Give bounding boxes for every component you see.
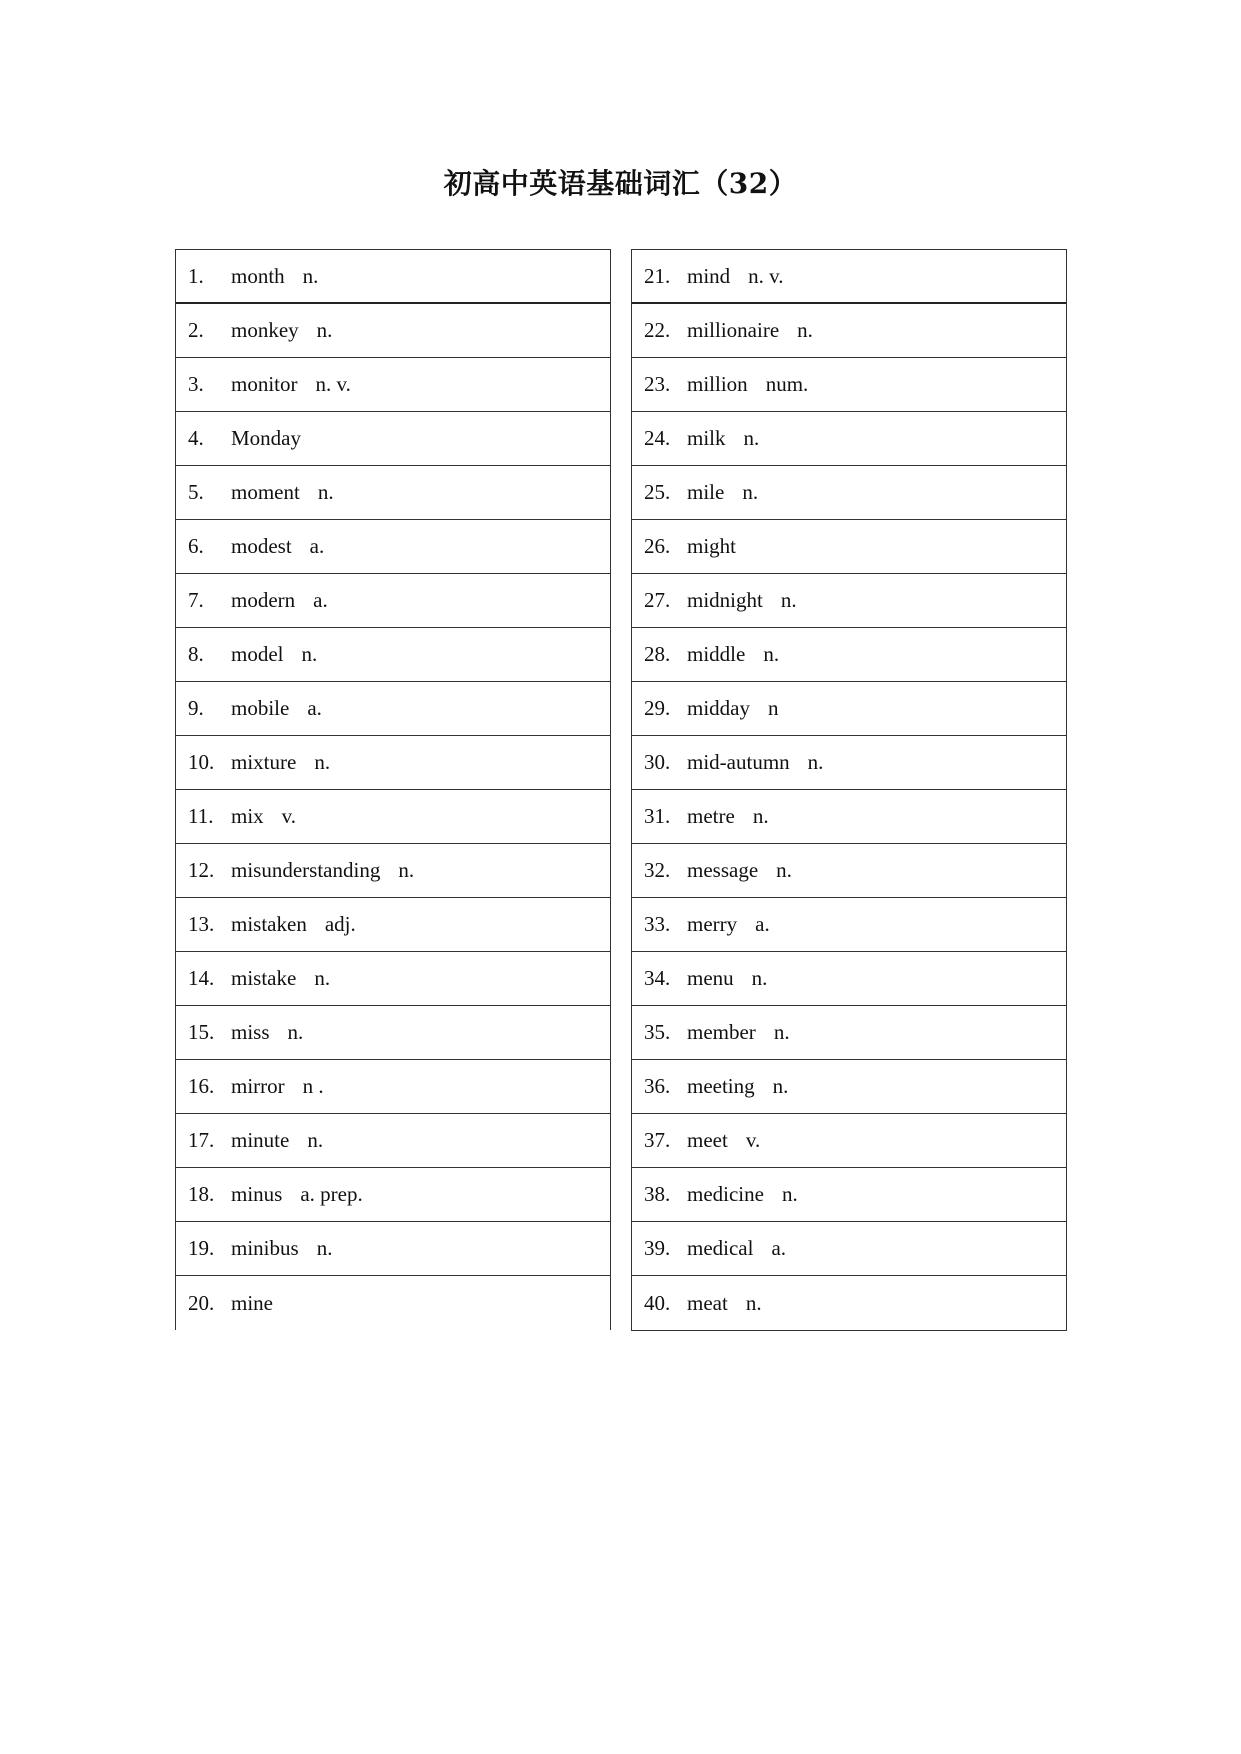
- entry-number: 5.: [188, 480, 204, 504]
- vocabulary-row: [176, 682, 610, 736]
- entry-number: 25.: [644, 480, 671, 504]
- entry-number: 39.: [644, 1236, 671, 1260]
- entry-number: 24.: [644, 426, 671, 450]
- entry-part-of-speech: n.: [780, 588, 797, 612]
- entry-number: 27.: [644, 588, 671, 612]
- vocabulary-row: [176, 466, 610, 520]
- entry-word: midday: [687, 696, 750, 720]
- entry-number: 31.: [644, 804, 671, 828]
- entry-word: modern: [231, 588, 296, 612]
- entry-number: 2.: [188, 318, 204, 342]
- entry-number: 7.: [188, 588, 204, 612]
- entry-part-of-speech: n.: [776, 858, 792, 882]
- entry-number: 11.: [188, 804, 214, 828]
- entry-number: 3.: [188, 372, 204, 396]
- entry-part-of-speech: n.: [781, 1182, 798, 1206]
- entry-number: 34.: [644, 966, 671, 990]
- entry-number: 1.: [188, 263, 204, 288]
- entry-part-of-speech: adj.: [324, 912, 356, 936]
- entry-number: 13.: [188, 912, 215, 936]
- entry-part-of-speech: n.: [398, 858, 415, 882]
- entry-word: mistake: [231, 966, 297, 990]
- vocabulary-row: [632, 358, 1066, 412]
- entry-word: moment: [231, 480, 300, 504]
- entry-word: mixture: [231, 750, 297, 774]
- entry-number: 17.: [188, 1128, 215, 1152]
- entry-word: modest: [231, 534, 292, 558]
- entry-word: medicine: [687, 1182, 764, 1206]
- entry-part-of-speech: a.: [771, 1236, 787, 1260]
- entry-part-of-speech: v.: [745, 1128, 761, 1152]
- entry-word: minibus: [231, 1236, 299, 1260]
- entry-part-of-speech: n.: [763, 642, 780, 666]
- vocabulary-table-right: [631, 249, 1067, 1331]
- vocabulary-row: [176, 358, 610, 412]
- entry-word: merry: [687, 912, 738, 936]
- entry-number: 21.: [644, 263, 671, 288]
- vocabulary-row: [176, 520, 610, 574]
- entry-word: message: [687, 858, 759, 882]
- entry-number: 19.: [188, 1236, 215, 1260]
- entry-number: 6.: [188, 534, 204, 558]
- entry-word: model: [231, 642, 284, 666]
- entry-word: mobile: [231, 696, 290, 720]
- entry-number: 28.: [644, 642, 671, 666]
- entry-word: mind: [687, 263, 731, 288]
- entry-word: member: [687, 1020, 756, 1044]
- entry-part-of-speech: n.: [742, 480, 759, 504]
- entry-word: Monday: [231, 426, 301, 450]
- entry-part-of-speech: a.: [309, 534, 325, 558]
- entry-number: 40.: [644, 1290, 671, 1315]
- vocabulary-row: [632, 952, 1066, 1006]
- entry-part-of-speech: n.: [316, 1236, 333, 1260]
- vocabulary-row: [176, 412, 610, 466]
- vocabulary-row: [176, 898, 610, 952]
- entry-part-of-speech: n.: [752, 804, 769, 828]
- entry-word: medical: [687, 1236, 754, 1260]
- vocabulary-row: [632, 520, 1066, 574]
- entry-part-of-speech: num.: [765, 372, 809, 396]
- entry-word: minus: [231, 1182, 283, 1206]
- vocabulary-row: [176, 1222, 610, 1276]
- entry-part-of-speech: n.: [772, 1074, 789, 1098]
- entry-number: 26.: [644, 534, 671, 558]
- entry-part-of-speech: a.: [755, 912, 770, 936]
- entry-number: 4.: [188, 426, 204, 450]
- entry-number: 15.: [188, 1020, 215, 1044]
- entry-number: 10.: [188, 750, 215, 774]
- entry-part-of-speech: n.: [751, 966, 768, 990]
- entry-part-of-speech: n.: [743, 426, 760, 450]
- entry-word: might: [687, 534, 737, 558]
- entry-word: metre: [687, 804, 735, 828]
- vocabulary-row: [176, 1006, 610, 1060]
- entry-word: mistaken: [231, 912, 307, 936]
- entry-part-of-speech: n. v.: [748, 263, 784, 288]
- entry-word: million: [687, 372, 748, 396]
- entry-word: mile: [687, 480, 725, 504]
- vocabulary-row: [632, 466, 1066, 520]
- entry-part-of-speech: n.: [314, 966, 331, 990]
- entry-part-of-speech: n.: [307, 1128, 324, 1152]
- vocabulary-row: [176, 736, 610, 790]
- entry-number: 18.: [188, 1182, 215, 1206]
- entry-number: 38.: [644, 1182, 671, 1206]
- entry-word: millionaire: [687, 318, 780, 342]
- vocabulary-row: [632, 844, 1066, 898]
- entry-word: month: [231, 263, 285, 288]
- entry-part-of-speech: n.: [797, 318, 813, 342]
- entry-number: 9.: [188, 696, 204, 720]
- entry-part-of-speech: n.: [301, 642, 318, 666]
- entry-number: 32.: [644, 858, 671, 882]
- entry-number: 29.: [644, 696, 671, 720]
- vocabulary-row: [176, 1168, 610, 1222]
- vocabulary-row: [632, 790, 1066, 844]
- vocabulary-row: [632, 412, 1066, 466]
- entry-number: 12.: [188, 858, 215, 882]
- vocabulary-row: [632, 250, 1066, 304]
- entry-part-of-speech: n. v.: [315, 372, 351, 396]
- entry-word: monitor: [231, 372, 298, 396]
- entry-part-of-speech: a. prep.: [300, 1182, 363, 1206]
- vocabulary-row: [632, 1114, 1066, 1168]
- entry-part-of-speech: n.: [317, 480, 334, 504]
- entry-part-of-speech: n.: [773, 1020, 790, 1044]
- entry-word: mix: [231, 804, 264, 828]
- entry-part-of-speech: n.: [745, 1290, 762, 1315]
- vocabulary-row: [632, 1006, 1066, 1060]
- entry-number: 14.: [188, 966, 215, 990]
- vocabulary-row: [176, 628, 610, 682]
- entry-number: 33.: [644, 912, 671, 936]
- vocabulary-row: [176, 574, 610, 628]
- entry-number: 20.: [188, 1290, 215, 1315]
- vocabulary-row: [176, 1276, 610, 1330]
- entry-word: meat: [687, 1290, 728, 1315]
- vocabulary-row: [176, 790, 610, 844]
- entry-part-of-speech: n.: [314, 750, 331, 774]
- entry-word: middle: [687, 642, 746, 666]
- entry-word: minute: [231, 1128, 290, 1152]
- vocabulary-row: [632, 628, 1066, 682]
- entry-word: menu: [687, 966, 734, 990]
- vocabulary-row: [176, 844, 610, 898]
- entry-number: 36.: [644, 1074, 671, 1098]
- entry-part-of-speech: a.: [307, 696, 322, 720]
- vocabulary-row: [632, 1222, 1066, 1276]
- entry-part-of-speech: n: [768, 696, 779, 720]
- entry-word: mine: [231, 1290, 273, 1315]
- vocabulary-row: [176, 952, 610, 1006]
- vocabulary-row: [176, 1060, 610, 1114]
- entry-word: milk: [687, 426, 726, 450]
- entry-part-of-speech: v.: [281, 804, 297, 828]
- entry-word: mid-autumn: [687, 750, 790, 774]
- vocabulary-row: [632, 304, 1066, 358]
- vocabulary-row: [176, 250, 610, 304]
- vocabulary-row: [176, 1114, 610, 1168]
- vocabulary-row: [632, 574, 1066, 628]
- vocabulary-row: [632, 736, 1066, 790]
- entry-part-of-speech: n .: [302, 1074, 324, 1098]
- vocabulary-table-left: [175, 249, 611, 1330]
- entry-part-of-speech: n.: [287, 1020, 304, 1044]
- entry-part-of-speech: n.: [807, 750, 824, 774]
- vocabulary-row: [632, 682, 1066, 736]
- entry-word: meeting: [687, 1074, 755, 1098]
- entry-number: 8.: [188, 642, 204, 666]
- entry-word: misunderstanding: [231, 858, 381, 882]
- entry-number: 37.: [644, 1128, 671, 1152]
- vocabulary-row: [632, 898, 1066, 952]
- entry-part-of-speech: n.: [302, 263, 319, 288]
- entry-number: 23.: [644, 372, 671, 396]
- entry-word: midnight: [687, 588, 763, 612]
- entry-number: 22.: [644, 318, 671, 342]
- entry-part-of-speech: a.: [313, 588, 328, 612]
- entry-word: miss: [231, 1020, 270, 1044]
- entry-word: monkey: [231, 318, 299, 342]
- page-title: 初高中英语基础词汇（32）: [443, 167, 798, 200]
- entry-number: 16.: [188, 1074, 215, 1098]
- entry-word: meet: [687, 1128, 728, 1152]
- entry-part-of-speech: n.: [316, 318, 333, 342]
- vocabulary-row: [632, 1060, 1066, 1114]
- entry-word: mirror: [231, 1074, 285, 1098]
- entry-number: 30.: [644, 750, 671, 774]
- vocabulary-row: [632, 1276, 1066, 1330]
- vocabulary-row: [176, 304, 610, 358]
- entry-number: 35.: [644, 1020, 671, 1044]
- vocabulary-row: [632, 1168, 1066, 1222]
